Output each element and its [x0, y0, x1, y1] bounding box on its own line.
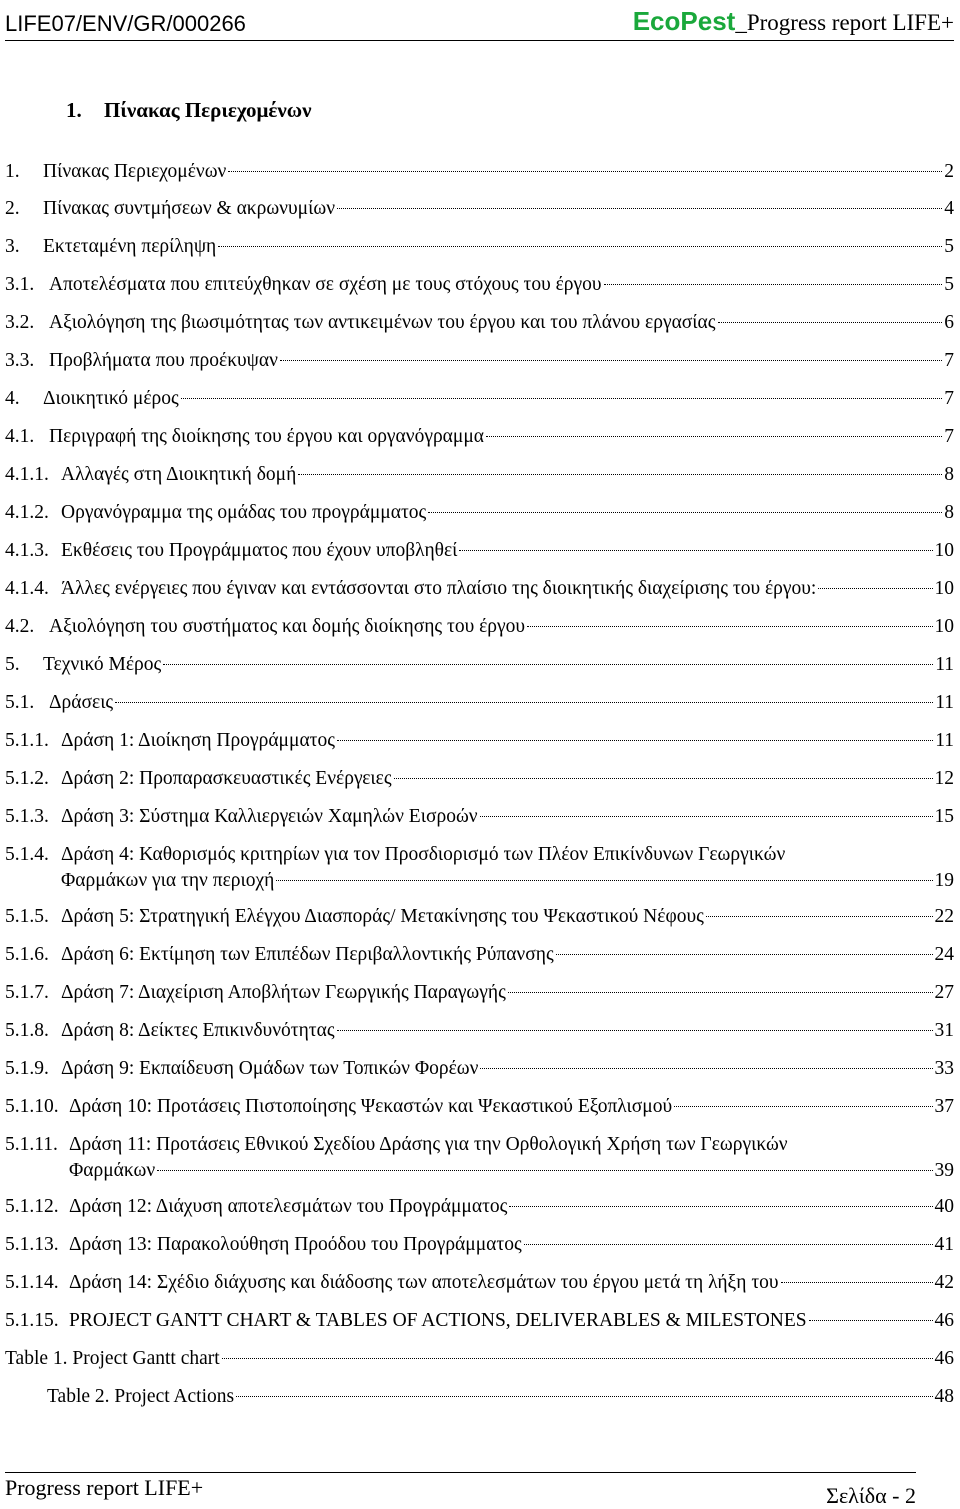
toc-entry-page: 4 — [944, 198, 954, 219]
toc-entry-number: 5.1.12. — [5, 1196, 59, 1217]
header-subtitle: _Progress report LIFE+ — [735, 10, 954, 35]
toc-entry-number: 5.1.11. — [5, 1134, 58, 1155]
toc-entry[interactable] — [5, 1233, 954, 1267]
dot-leader — [509, 1206, 932, 1207]
dot-leader — [524, 1244, 933, 1245]
toc-entry-number: 5.1.7. — [5, 982, 49, 1003]
toc-entry-number: 4.1.4. — [5, 578, 49, 599]
toc-entry-title: Δράση 4: Καθορισμός κριτηρίων για τον Προσδιορισμό των Πλέον Επικίνδυνων Γεωργικών — [61, 844, 786, 865]
dot-leader — [508, 992, 933, 993]
toc-entry-number: 3.1. — [5, 274, 35, 295]
dot-leader — [276, 880, 932, 881]
toc-entry-page: 10 — [934, 578, 954, 599]
toc-entry-title: Αλλαγές στη Διοικητική δομή — [61, 464, 297, 485]
toc-entry-title: Άλλες ενέργειες που έγιναν και εντάσσονται στο πλαίσιο της διοικητικής διαχείρισης του έργου: — [61, 578, 817, 599]
toc-entry[interactable] — [5, 1057, 954, 1091]
toc-entry-number: 5.1.6. — [5, 944, 49, 965]
toc-entry[interactable] — [5, 843, 954, 891]
toc-entry-number: 5.1.10. — [5, 1096, 59, 1117]
toc-entry-title: Δράση 8: Δείκτες Επικινδυνότητας — [61, 1020, 335, 1041]
toc-entry-title: Αξιολόγηση του συστήματος και δομής διοίκησης του έργου — [49, 616, 526, 637]
toc-entry-page: 8 — [944, 464, 954, 485]
toc-entry-title: Δράση 11: Προτάσεις Εθνικού Σχεδίου Δράσης για την Ορθολογική Χρήση των Γεωργικών — [69, 1134, 788, 1155]
toc-entry-title: Διοικητικό μέρος — [43, 388, 179, 409]
toc-entry-number: 5.1.13. — [5, 1234, 59, 1255]
toc-entry-page: 5 — [944, 236, 954, 257]
toc-entry[interactable] — [5, 981, 954, 1015]
toc-entry-number: 5.1.5. — [5, 906, 49, 927]
toc-entry-title: Οργανόγραμμα της ομάδας του προγράμματος — [61, 502, 427, 523]
toc-entry-title: Δράση 5: Στρατηγική Ελέγχου Διασποράς/ Μετακίνησης του Ψεκαστικού Νέφους — [61, 906, 704, 927]
toc-entry-page: 19 — [934, 870, 954, 891]
project-code: LIFE07/ENV/GR/000266 — [5, 11, 246, 36]
toc-entry[interactable] — [5, 311, 954, 345]
page-footer — [5, 1472, 916, 1508]
dot-leader — [556, 954, 933, 955]
toc-entry-number: 5.1. — [5, 692, 35, 713]
dot-leader — [337, 208, 942, 209]
dot-leader — [236, 1396, 932, 1397]
dot-leader — [486, 436, 942, 437]
toc-entry-number: 5.1.1. — [5, 730, 49, 751]
toc-entry[interactable] — [5, 653, 954, 687]
toc-entry[interactable] — [5, 767, 954, 801]
toc-entry[interactable] — [5, 1133, 954, 1181]
toc-entry-number: 5.1.8. — [5, 1020, 49, 1041]
toc-entry-number: 3. — [5, 236, 20, 257]
toc-entry[interactable] — [5, 273, 954, 307]
dot-leader — [280, 360, 942, 361]
toc-entry-title: Δράση 14: Σχέδιο διάχυσης και διάδοσης των αποτελεσμάτων του έργου μετά τη λήξη του — [69, 1272, 779, 1293]
toc-entry-title: Δράση 10: Προτάσεις Πιστοποίησης Ψεκαστών και Ψεκαστικού Εξοπλισμού — [69, 1096, 673, 1117]
toc-entry-page: 22 — [934, 906, 954, 927]
toc-entry-number: 3.3. — [5, 350, 35, 371]
toc-entry-page: 6 — [944, 312, 954, 333]
toc-entry-page: 42 — [934, 1272, 954, 1293]
toc-entry-title: Αξιολόγηση της βιωσιμότητας των αντικειμένων του έργου και του πλάνου εργασίας — [49, 312, 716, 333]
toc-entry-page: 7 — [944, 350, 954, 371]
toc-entry-page: 27 — [934, 982, 954, 1003]
toc-entry-number: 5.1.14. — [5, 1272, 59, 1293]
toc-entry[interactable] — [5, 1347, 954, 1381]
dot-leader — [163, 664, 933, 665]
toc-entry-title: Δράση 12: Διάχυση αποτελεσμάτων του Προγράμματος — [69, 1196, 508, 1217]
footer-title: Progress report LIFE+ — [5, 1475, 204, 1500]
toc-entry-title: Δράσεις — [49, 692, 114, 713]
dot-leader — [706, 916, 933, 917]
dot-leader — [818, 588, 932, 589]
page-number: Σελίδα - 2 — [826, 1483, 916, 1508]
toc-entry[interactable] — [5, 160, 954, 194]
toc-entry[interactable] — [5, 425, 954, 459]
dot-leader — [809, 1320, 933, 1321]
dot-leader — [337, 740, 933, 741]
dot-leader — [480, 1068, 932, 1069]
toc-entry-page: 31 — [934, 1020, 954, 1041]
toc-entry-page: 10 — [934, 540, 954, 561]
toc-entry-title: Προβλήματα που προέκυψαν — [49, 350, 278, 371]
dot-leader — [298, 474, 942, 475]
toc-entry-page: 15 — [934, 806, 954, 827]
toc-entry-number: 4. — [5, 388, 20, 409]
toc-entry[interactable] — [5, 197, 954, 231]
toc-entry[interactable] — [5, 1019, 954, 1053]
toc-entry-number: 5.1.2. — [5, 768, 49, 789]
dot-leader — [604, 284, 943, 285]
toc-entry-number: 4.1.2. — [5, 502, 49, 523]
toc-entry-page: 41 — [934, 1234, 954, 1255]
toc-entry-page: 24 — [934, 944, 954, 965]
toc-entry[interactable] — [5, 577, 954, 611]
toc-heading-number: 1. — [66, 98, 82, 122]
toc-entry-page: 48 — [934, 1386, 954, 1407]
dot-leader — [459, 550, 932, 551]
toc-entry-number: 5.1.3. — [5, 806, 49, 827]
toc-entry-number: 5.1.4. — [5, 844, 49, 865]
toc-entry[interactable] — [5, 1385, 954, 1419]
toc-entry[interactable] — [5, 805, 954, 839]
toc-entry[interactable] — [5, 1271, 954, 1305]
toc-entry-title: Δράση 3: Σύστημα Καλλιεργειών Χαμηλών Εισροών — [61, 806, 478, 827]
toc-entry-number: 3.2. — [5, 312, 35, 333]
toc-entry-page: 8 — [944, 502, 954, 523]
toc-entry-page: 11 — [935, 730, 954, 751]
toc-entry[interactable] — [5, 905, 954, 939]
toc-entry[interactable] — [5, 349, 954, 383]
toc-entry-title: Εκτεταμένη περίληψη — [43, 236, 217, 257]
toc-entry-title: Περιγραφή της διοίκησης του έργου και οργανόγραμμα — [49, 426, 485, 447]
toc-entry-page: 11 — [935, 654, 954, 675]
dot-leader — [218, 246, 942, 247]
toc-entry[interactable] — [5, 615, 954, 649]
toc-entry-title: Table 2. Project Actions — [47, 1386, 235, 1407]
dot-leader — [228, 171, 942, 172]
toc-entry-number: 2. — [5, 198, 20, 219]
toc-entry[interactable] — [5, 539, 954, 573]
toc-entry-title: Table 1. Project Gantt chart — [5, 1348, 220, 1369]
toc-entry[interactable] — [5, 387, 954, 421]
toc-entry-page: 39 — [934, 1160, 954, 1181]
toc-entry-title: Δράση 7: Διαχείριση Αποβλήτων Γεωργικής Παραγωγής — [61, 982, 506, 1003]
dot-leader — [157, 1170, 932, 1171]
toc-entry-number: 4.1. — [5, 426, 35, 447]
toc-entry-title: Δράση 9: Εκπαίδευση Ομάδων των Τοπικών Φορέων — [61, 1058, 479, 1079]
toc-entry-page: 10 — [934, 616, 954, 637]
dot-leader — [222, 1358, 933, 1359]
toc-entry-title: Πίνακας συντμήσεων & ακρωνυμίων — [43, 198, 336, 219]
toc-entry[interactable] — [5, 1095, 954, 1129]
toc-entry-title: Δράση 13: Παρακολούθηση Προόδου του Προγράμματος — [69, 1234, 522, 1255]
toc-entry[interactable] — [5, 729, 954, 763]
dot-leader — [115, 702, 933, 703]
dot-leader — [674, 1106, 932, 1107]
toc-entry-title: PROJECT GANTT CHART & TABLES OF ACTIONS, DELIVERABLES & MILESTONES — [69, 1310, 807, 1331]
toc-entry-number: 5.1.15. — [5, 1310, 59, 1331]
toc-entry-number: 4.1.3. — [5, 540, 49, 561]
toc-entry-page: 7 — [944, 388, 954, 409]
toc-entry-title: Δράση 1: Διοίκηση Προγράμματος — [61, 730, 335, 751]
brand-name: EcoPest — [632, 6, 736, 36]
toc-entry-title: Δράση 2: Προπαρασκευαστικές Ενέργειες — [61, 768, 392, 789]
toc-entry-page: 11 — [935, 692, 954, 713]
toc-entry[interactable] — [5, 691, 954, 725]
toc-entry-number: 5. — [5, 654, 20, 675]
toc-entry-number: 1. — [5, 161, 20, 182]
toc-entry[interactable] — [5, 235, 954, 269]
toc-entry-page: 40 — [934, 1196, 954, 1217]
toc-heading-text: Πίνακας Περιεχομένων — [104, 98, 312, 122]
dot-leader — [394, 778, 933, 779]
toc-entry-title: Δράση 6: Εκτίμηση των Επιπέδων Περιβαλλοντικής Ρύπανσης — [61, 944, 554, 965]
toc-entry-title: Τεχνικό Μέρος — [43, 654, 162, 675]
toc-entry-title-continued: Φαρμάκων — [69, 1160, 156, 1181]
toc-entry-page: 5 — [944, 274, 954, 295]
toc-entry-title-continued: Φαρμάκων για την περιοχή — [61, 870, 275, 891]
toc-entry-page: 33 — [934, 1058, 954, 1079]
toc-entry-page: 12 — [934, 768, 954, 789]
toc-entry-number: 5.1.9. — [5, 1058, 49, 1079]
dot-leader — [781, 1282, 933, 1283]
dot-leader — [718, 322, 943, 323]
toc-entry-page: 46 — [934, 1348, 954, 1369]
toc-entry-page: 37 — [934, 1096, 954, 1117]
toc-entry-title: Πίνακας Περιεχομένων — [43, 161, 227, 182]
toc-entry-page: 7 — [944, 426, 954, 447]
toc-entry-number: 4.1.1. — [5, 464, 49, 485]
toc-entry-number: 4.2. — [5, 616, 35, 637]
toc-entry-title: Αποτελέσματα που επιτεύχθηκαν σε σχέση με τους στόχους του έργου — [49, 274, 602, 295]
toc-entry[interactable] — [5, 1195, 954, 1229]
dot-leader — [337, 1030, 933, 1031]
toc-entry-page: 2 — [944, 161, 954, 182]
dot-leader — [480, 816, 933, 817]
dot-leader — [527, 626, 932, 627]
toc-entry[interactable] — [5, 943, 954, 977]
dot-leader — [428, 512, 942, 513]
toc-entry[interactable] — [5, 1309, 954, 1343]
dot-leader — [181, 398, 942, 399]
toc-entry-page: 46 — [934, 1310, 954, 1331]
toc-entry[interactable] — [5, 501, 954, 535]
toc-entry-title: Εκθέσεις του Προγράμματος που έχουν υποβληθεί — [61, 540, 458, 561]
toc-entry[interactable] — [5, 463, 954, 497]
